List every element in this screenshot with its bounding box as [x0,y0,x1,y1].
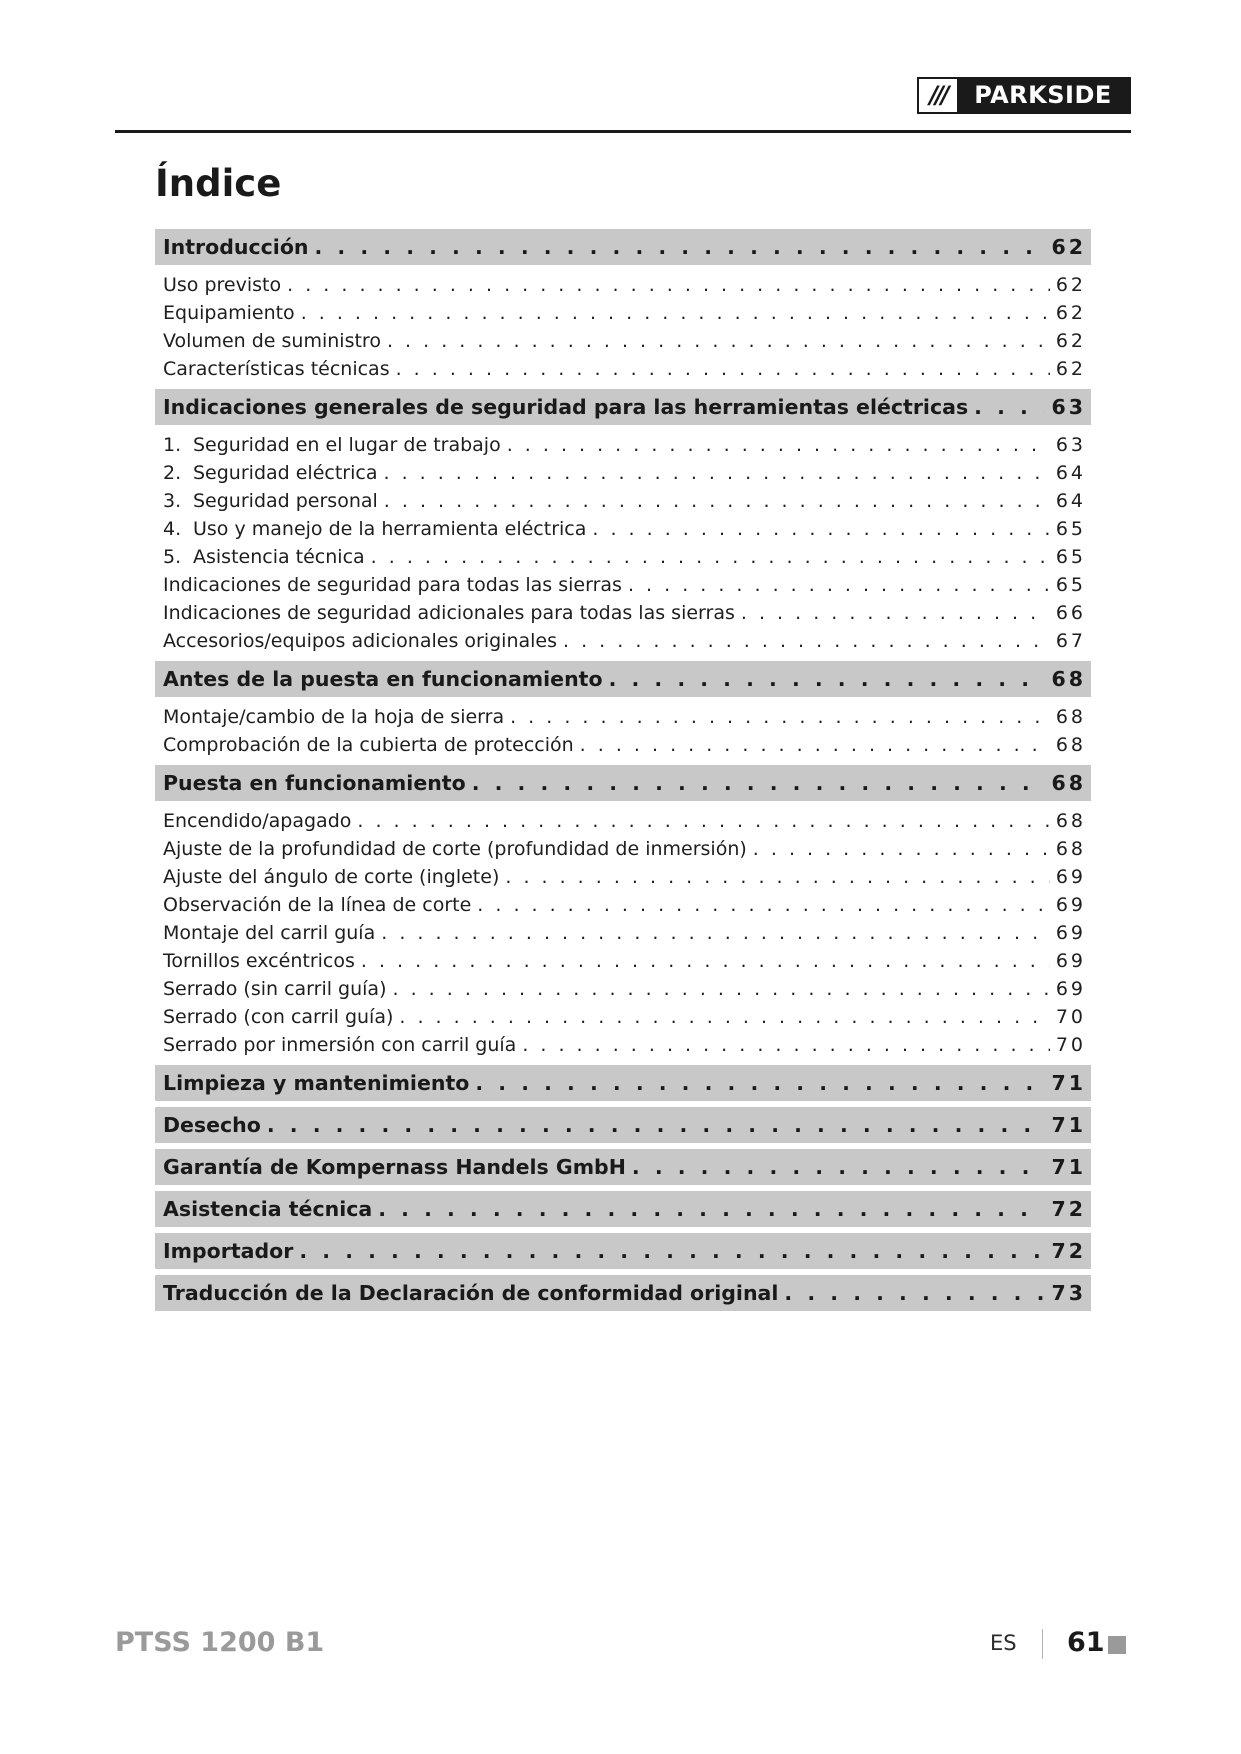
brand-slashes: /// [919,79,957,112]
toc-entry[interactable]: Encendido/apagado . . . 68 [163,807,1091,835]
toc-entry[interactable]: Ajuste del ángulo de corte (inglete) . . . 69 [163,863,1091,891]
toc-section [155,765,1091,1065]
toc-entry[interactable]: 3. Seguridad personal . . . 64 [163,487,1091,515]
toc-entry[interactable]: Serrado (sin carril guía) . . . 69 [163,975,1091,1003]
toc-entry[interactable]: 2. Seguridad eléctrica . . . 64 [163,459,1091,487]
toc-entry[interactable]: Indicaciones de seguridad adicionales para todas las sierras . . . 66 [163,599,1091,627]
toc-section-heading[interactable]: Garantía de Kompernass Handels GmbH . . . 71 [155,1149,1091,1185]
toc-section-heading[interactable]: Traducción de la Declaración de conformidad original . . . 73 [155,1275,1091,1311]
toc-section [155,1107,1091,1143]
toc-entry[interactable]: Características técnicas . . . 62 [163,355,1091,383]
toc-entry[interactable]: Ajuste de la profundidad de corte (profundidad de inmersión) . . . 68 [163,835,1091,863]
toc-entry[interactable]: Montaje/cambio de la hoja de sierra . . . 68 [163,703,1091,731]
toc-section [155,1191,1091,1227]
toc-entry[interactable]: Tornillos excéntricos . . . 69 [163,947,1091,975]
toc-entry[interactable]: Equipamiento . . . 62 [163,299,1091,327]
toc-entry[interactable]: Comprobación de la cubierta de protección . . . 68 [163,731,1091,759]
toc-entry[interactable]: Accesorios/equipos adicionales originales . . . 67 [163,627,1091,655]
header-rule [115,130,1131,133]
footer-model: PTSS 1200 B1 [115,1627,325,1658]
brand-name: PARKSIDE [974,81,1112,109]
toc-section-heading[interactable]: Importador . . . 72 [155,1233,1091,1269]
toc-entry[interactable]: Uso previsto . . . 62 [163,271,1091,299]
toc-section [155,229,1091,389]
toc-entry[interactable]: Serrado (con carril guía) . . . 70 [163,1003,1091,1031]
toc-section [155,661,1091,765]
page-title: Índice [155,162,282,205]
toc-entry[interactable]: Montaje del carril guía . . . 69 [163,919,1091,947]
toc-entry[interactable]: Volumen de suministro . . . 62 [163,327,1091,355]
toc-section [155,1275,1091,1311]
toc-entries [155,697,1091,765]
toc-entry[interactable]: Indicaciones de seguridad para todas las sierras . . . 65 [163,571,1091,599]
toc-section-heading[interactable]: Asistencia técnica . . . 72 [155,1191,1091,1227]
footer-divider [1042,1629,1043,1659]
toc-section-heading[interactable]: Antes de la puesta en funcionamiento . . . 68 [155,661,1091,697]
toc-entries [155,801,1091,1065]
toc-section-heading[interactable]: Introducción . . . 62 [155,229,1091,265]
footer-square-marker [1108,1636,1126,1654]
footer-language: ES [990,1631,1017,1655]
toc-entries [155,265,1091,389]
toc-section-heading[interactable]: Desecho . . . 71 [155,1107,1091,1143]
toc-entry[interactable]: 4. Uso y manejo de la herramienta eléctrica . . . 65 [163,515,1091,543]
toc-section [155,1149,1091,1185]
toc-section [155,1065,1091,1101]
toc-section [155,389,1091,661]
toc-section [155,1233,1091,1269]
toc-section-heading[interactable]: Limpieza y mantenimiento . . . 71 [155,1065,1091,1101]
toc-entry[interactable]: Serrado por inmersión con carril guía . . . 70 [163,1031,1091,1059]
footer-page-number: 61 [1067,1627,1105,1658]
toc-section-heading[interactable]: Indicaciones generales de seguridad para las herramientas eléctricas . . . 63 [155,389,1091,425]
toc-entry[interactable]: 5. Asistencia técnica . . . 65 [163,543,1091,571]
table-of-contents [155,229,1091,1317]
toc-entry[interactable]: 1. Seguridad en el lugar de trabajo . . . 63 [163,431,1091,459]
toc-entry[interactable]: Observación de la línea de corte . . . 69 [163,891,1091,919]
toc-entries [155,425,1091,661]
toc-section-heading[interactable]: Puesta en funcionamiento . . . 68 [155,765,1091,801]
brand-logo [917,77,1131,114]
